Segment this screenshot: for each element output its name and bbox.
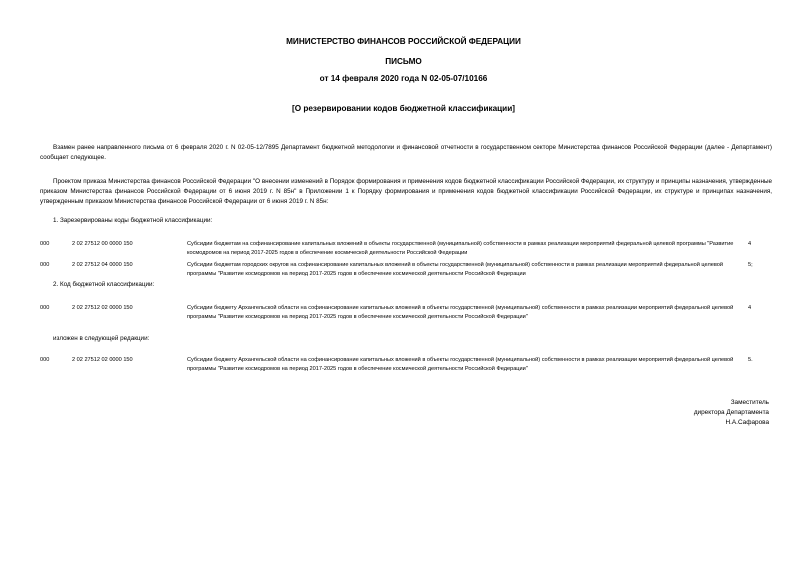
row-code: 000 xyxy=(40,357,50,363)
signature-name: Н.А.Сафарова xyxy=(725,419,769,426)
row-kbk: 2 02 27512 02 0000 150 xyxy=(72,357,133,363)
restated-heading: изложен в следующей редакции: xyxy=(53,335,150,342)
row-number: 4 xyxy=(748,305,752,311)
signature-title: Заместитель xyxy=(730,399,769,406)
row-kbk: 2 02 27512 02 0000 150 xyxy=(72,305,133,311)
signature-department: директора Департамента xyxy=(693,409,769,416)
row-kbk: 2 02 27512 00 0000 150 xyxy=(72,241,133,247)
document-date-number: от 14 февраля 2020 года N 02-05-07/10166 xyxy=(319,74,488,83)
ministry-title: МИНИСТЕРСТВО ФИНАНСОВ РОССИЙСКОЙ ФЕДЕРАЦИИ xyxy=(286,37,521,46)
row-number: 5. xyxy=(748,357,753,363)
row-name: Субсидии бюджету Архангельской области на софинансирование капитальных вложений в объекты государственной (муниципальной) собственности в рамках реализации мероприятий федеральной целевой программы "Развитие космодромов на период 2017-2025 годов в обеспечение космической деятельности Российской Федерации" xyxy=(187,305,734,320)
row-code: 000 xyxy=(40,305,50,311)
row-code: 000 xyxy=(40,262,50,268)
row-name: Субсидии бюджету Архангельской области на софинансирование капитальных вложений в объекты государственной (муниципальной) собственности в рамках реализации мероприятий федеральной целевой программы "Развитие космодромов на период 2017-2025 годов в обеспечение космической деятельности Российской Федерации" xyxy=(187,357,734,372)
row-name: Субсидии бюджетам на софинансирование капитальных вложений в объекты государственной (муниципальной) собственности в рамках реализации мероприятий федеральной целевой программы "Развитие космодромов на период 2017-2025 годов в обеспечение космической деятельности Российской Федерации xyxy=(187,241,734,256)
row-kbk: 2 02 27512 04 0000 150 xyxy=(72,262,133,268)
document-type: ПИСЬМО xyxy=(385,57,422,66)
paragraph-order-project: Проектом приказа Министерства финансов Российской Федерации "О внесении изменений в Порядок формирования и применения кодов бюджетной классификации Российской Федерации, их структуру и принципы назначения, утвержденные приказом Министерства финансов Российской Федерации от 6 июня 2019 г. N 85н" в Приложении 1 к Порядку формирования и применения кодов бюджетной классификации Российской Федерации, их структуре и принципах назначения, утвержденным приказом Министерства финансов Российской Федерации от 6 июня 2019 г. N 85н: xyxy=(40,178,772,205)
item-1-heading: 1. Зарезервированы коды бюджетной классификации: xyxy=(53,217,213,224)
item-2-heading: 2. Код бюджетной классификации: xyxy=(53,281,155,288)
paragraph-intro: Взамен ранее направленного письма от 6 февраля 2020 г. N 02-05-12/7895 Департамент бюджетной методологии и финансовой отчетности в государственном секторе Министерства финансов Российской Федерации (далее - Департамент) сообщает следующее. xyxy=(40,144,772,161)
row-name: Субсидии бюджетам городских округов на софинансирование капитальных вложений в объекты государственной (муниципальной) собственности в рамках реализации мероприятий федеральной целевой программы "Развитие космодромов на период 2017-2025 годов в обеспечение космической деятельности Российской Федерации xyxy=(187,262,724,277)
document-subject: [О резервировании кодов бюджетной классификации] xyxy=(292,104,515,113)
row-number: 5; xyxy=(748,262,753,268)
row-code: 000 xyxy=(40,241,50,247)
row-number: 4 xyxy=(748,241,752,247)
